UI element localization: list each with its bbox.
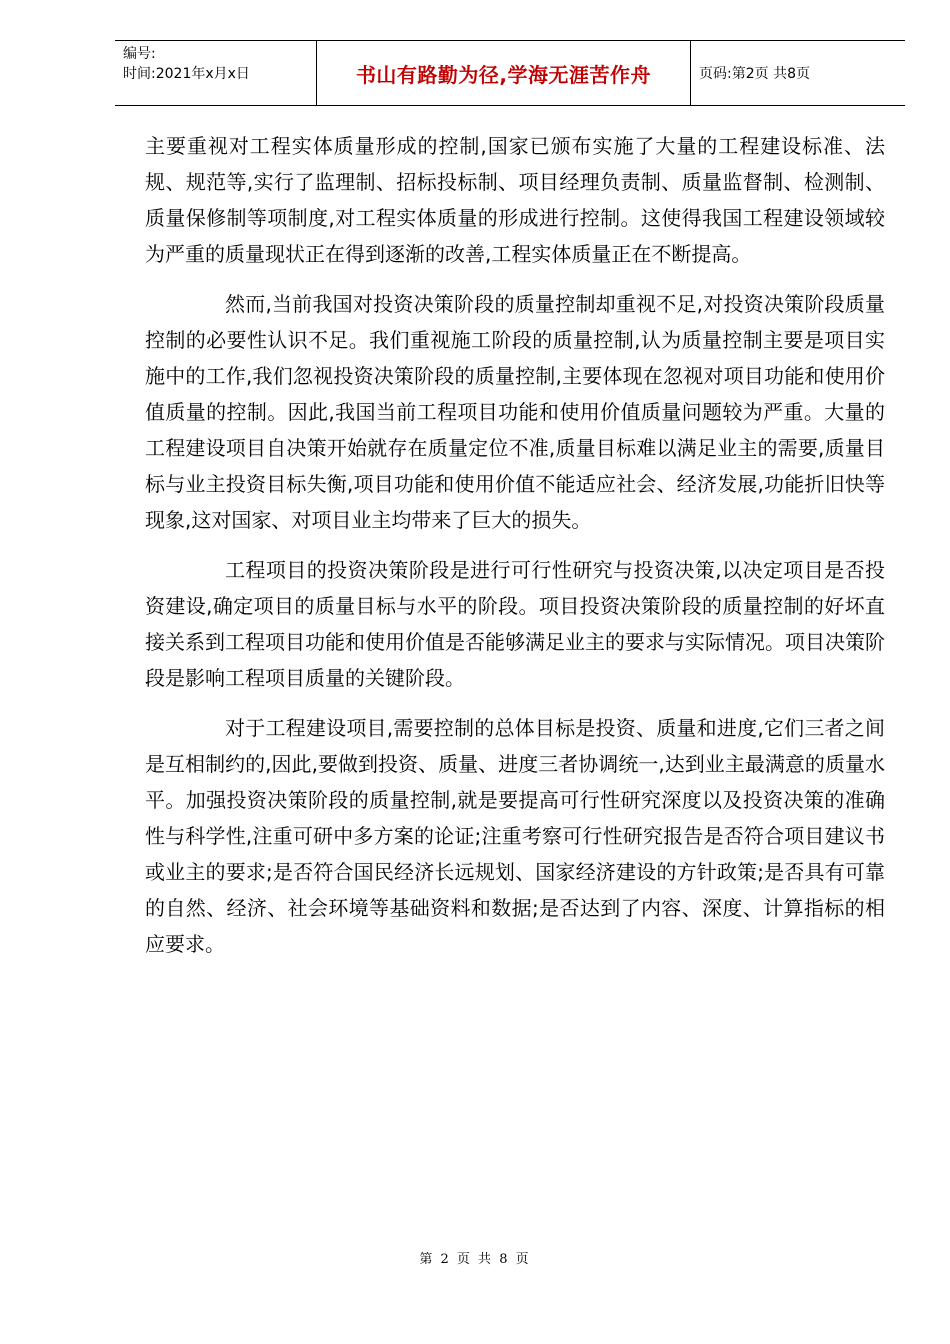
header-page-info: 页码:第2页 共8页 xyxy=(699,66,810,82)
page-footer: 第 2 页 共 8 页 xyxy=(419,1252,531,1267)
number-label: 编号: xyxy=(123,46,156,62)
paragraph-3: 工程项目的投资决策阶段是进行可行性研究与投资决策,以决定项目是否投资建设,确定项目的质量目标与水平的阶段。项目投资决策阶段的质量控制的好坏直接关系到工程项目功能和使用价值是否能够满足业主的要求与实际情况。项目决策阶段是影响工程项目质量的关键阶段。 xyxy=(145,558,885,690)
paragraph-2: 然而,当前我国对投资决策阶段的质量控制却重视不足,对投资决策阶段质量控制的必要性认识不足。我们重视施工阶段的质量控制,认为质量控制主要是项目实施中的工作,我们忽视投资决策阶段的质量控制,主要体现在忽视对项目功能和使用价值质量的控制。因此,我国当前工程项目功能和使用价值质量问题较为严重。大量的工程建设项目自决策开始就存在质量定位不准,质量目标难以满足业主的需要,质量目标与业主投资目标失衡,项目功能和使用价值不能适应社会、经济发展,功能折旧快等现象,这对国家、对项目业主均带来了巨大的损失。 xyxy=(145,292,885,532)
header-motto: 书山有路勤为径,学海无涯苦作舟 xyxy=(317,41,691,105)
document-body xyxy=(145,128,885,976)
page-header xyxy=(115,40,905,106)
header-meta-cell xyxy=(115,41,317,105)
paragraph-1: 主要重视对工程实体质量形成的控制,国家已颁布实施了大量的工程建设标准、法规、规范等,实行了监理制、招标投标制、项目经理负责制、质量监督制、检测制、质量保修制等项制度,对工程实体质量的形成进行控制。这使得我国工程建设领域较为严重的质量现状正在得到逐渐的改善,工程实体质量正在不断提高。 xyxy=(145,134,885,266)
paragraph-4: 对于工程建设项目,需要控制的总体目标是投资、质量和进度,它们三者之间是互相制约的,因此,要做到投资、质量、进度三者协调统一,达到业主最满意的质量水平。加强投资决策阶段的质量控制,就是要提高可行性研究深度以及投资决策的准确性与科学性,注重可研中多方案的论证;注重考察可行性研究报告是否符合项目建议书或业主的要求;是否符合国民经济长远规划、国家经济建设的方针政策;是否具有可靠的自然、经济、社会环境等基础资料和数据;是否达到了内容、深度、计算指标的相应要求。 xyxy=(145,716,885,956)
time-label: 时间:2021年x月x日 xyxy=(123,66,250,82)
